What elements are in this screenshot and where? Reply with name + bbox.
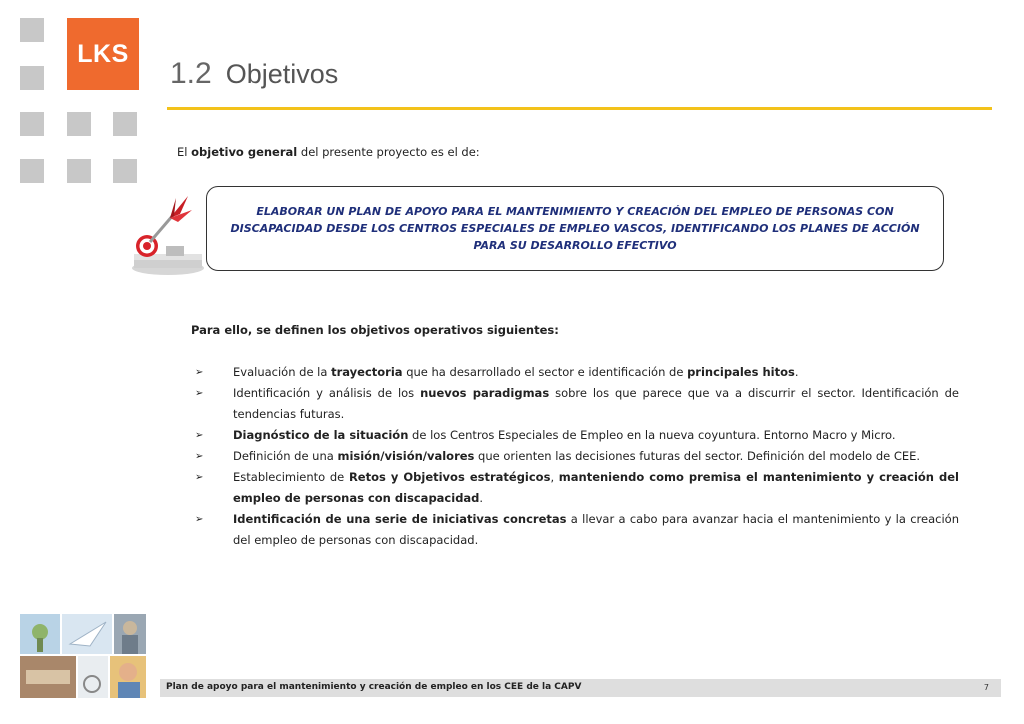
item-text: Definición de una [233,449,338,463]
list-item [189,425,959,446]
intro-post: del presente proyecto es el de: [297,145,480,159]
page-number: 7 [983,683,989,692]
lks-logo [67,18,139,90]
arrow-bullet-icon: ➢ [195,367,204,378]
intro-pre: El [177,145,192,159]
list-item [189,383,959,425]
item-text: . [794,365,799,379]
decor-square [20,112,44,136]
decor-square [20,66,44,90]
objectives-list [189,362,959,551]
photo-collage [20,614,146,698]
title-underline [167,107,992,110]
page-title [170,57,338,91]
arrow-bullet-icon: ➢ [195,514,204,525]
footer-bar [160,679,1001,697]
item-text: , [550,470,559,484]
list-item [189,509,959,551]
decor-square [20,159,44,183]
item-bold: trayectoria [331,365,403,379]
item-bold: Identificación de una serie de iniciativas concretas [233,512,567,526]
operative-objectives-heading: Para ello, se definen los objetivos operativos siguientes: [191,323,559,337]
decor-square [113,112,137,136]
item-text: a llevar a cabo para avanzar hacia el mantenimiento y la creación del empleo de personas con discapacidad. [233,512,959,547]
logo-text: LKS [77,39,129,68]
item-text: que ha desarrollado el sector e identificación de [402,365,688,379]
list-item [189,362,959,383]
decor-square [113,159,137,183]
item-bold: principales hitos [687,365,795,379]
item-bold: Retos y Objetivos estratégicos [348,470,551,484]
arrow-bullet-icon: ➢ [195,430,204,441]
item-text: que orienten las decisiones futuras del sector. Definición del modelo de CEE. [474,449,921,463]
item-text: Establecimiento de [233,470,349,484]
arrow-bullet-icon: ➢ [195,472,204,483]
general-objective-callout [206,186,944,271]
dart-target-icon [130,192,206,276]
item-text: Evaluación de la [233,365,332,379]
decor-square [67,112,91,136]
item-text: de los Centros Especiales de Empleo en la nueva coyuntura. Entorno Macro y Micro. [408,428,896,442]
decor-square [67,159,91,183]
decor-square [20,18,44,42]
section-title: Objetivos [225,59,339,89]
item-bold: Diagnóstico de la situación [233,428,409,442]
section-number: 1.2 [170,57,212,90]
intro-bold: objetivo general [191,145,298,159]
list-item [189,446,959,467]
general-objective-text: ELABORAR UN PLAN DE APOYO PARA EL MANTENIMIENTO Y CREACIÓN DEL EMPLEO DE PERSONAS CON DISCAPACIDAD DESDE LOS CENTROS ESPECIALES DE EMPLEO VASCOS, IDENTIFICANDO LOS PLANES DE ACCIÓN PARA SU DESARROLLO EFECTIVO [230,205,920,252]
item-bold: nuevos paradigmas [420,386,550,400]
arrow-bullet-icon: ➢ [195,451,204,462]
arrow-bullet-icon: ➢ [195,388,204,399]
item-bold: manteniendo como premisa el mantenimiento y creación del empleo de personas con discapacidad [233,470,959,505]
item-text: Identificación y análisis de los [233,386,421,400]
item-text: . [479,491,484,505]
list-item [189,467,959,509]
footer-title: Plan de apoyo para el mantenimiento y creación de empleo en los CEE de la CAPV [166,682,582,692]
item-bold: misión/visión/valores [337,449,475,463]
intro-text [177,145,480,159]
item-text: sobre los que parece que va a discurrir el sector. Identificación de tendencias futuras. [233,386,959,421]
